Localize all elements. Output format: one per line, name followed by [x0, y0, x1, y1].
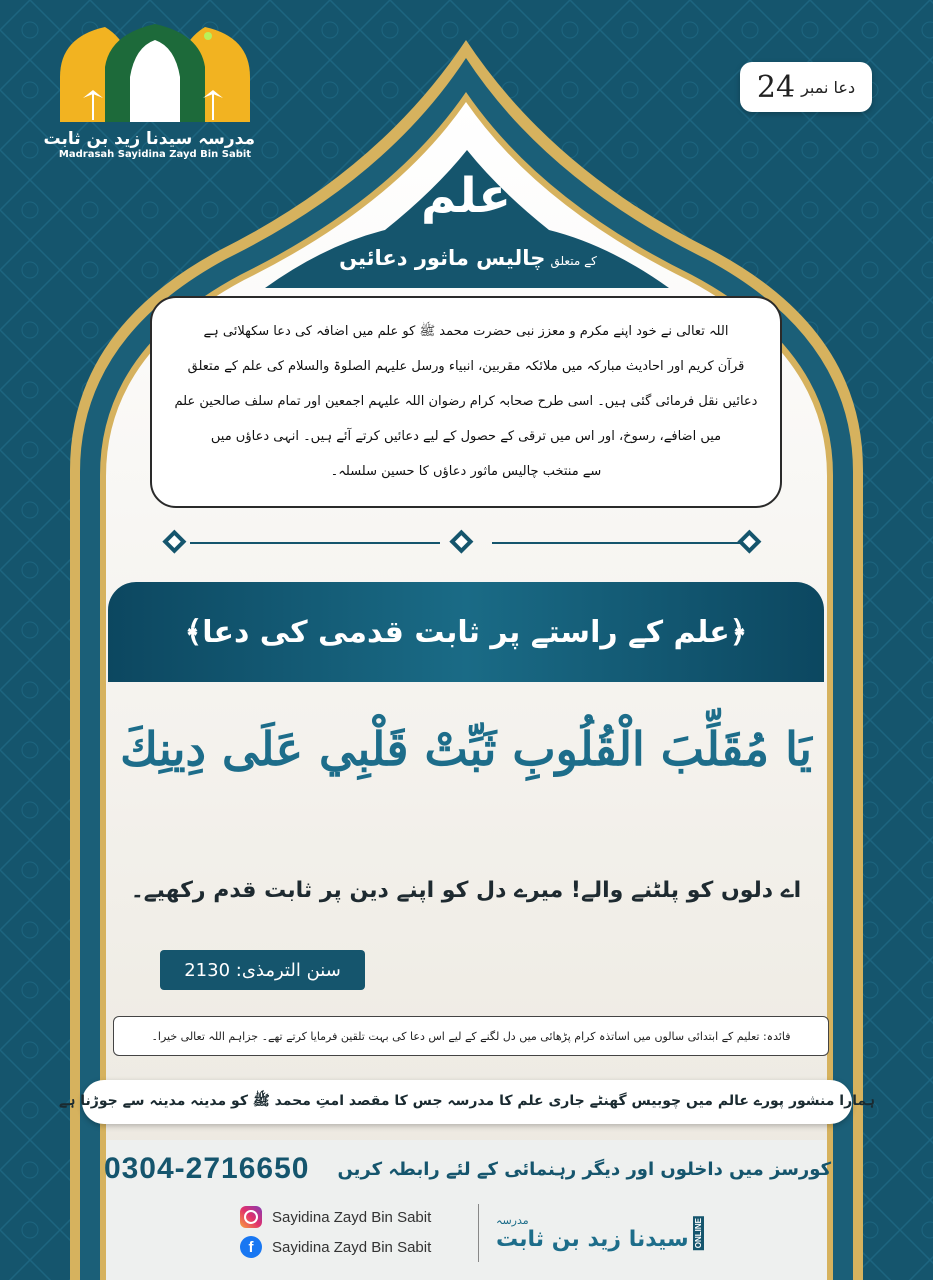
intro-line: قرآن کریم اور احادیث مبارکہ میں ملائکہ مقربین، انبیاء ورسل علیہم الصلوۃ والسلام کی علم کے متعلق [187, 359, 745, 374]
page-subtitle [266, 246, 670, 270]
reference-badge: سنن الترمذی: 2130 [160, 950, 365, 990]
dua-title: ﴿علم کے راستے پر ثابت قدمی کی دعا﴾ [184, 614, 748, 650]
dua-number-value: 24 [756, 69, 796, 105]
footer-logo-prefix: مدرسہ [496, 1214, 529, 1227]
ornament-divider [150, 526, 782, 560]
instagram-handle: Sayidina Zayd Bin Sabit [272, 1208, 432, 1226]
dua-title-banner [108, 582, 824, 682]
logo-name-english: Madrasah Sayidina Zayd Bin Sabit [58, 149, 252, 160]
footer-logo [496, 1200, 703, 1266]
dua-number-badge [740, 62, 872, 112]
phone-number[interactable]: 0304-2716650 [103, 1152, 310, 1185]
arabic-dua: يَا مُقَلِّبَ الْقُلُوبِ ثَبِّتْ قَلْبِي عَلَى دِينِكَ [120, 722, 812, 776]
instagram-icon [240, 1206, 262, 1228]
subtitle-text: چالیس ماثور دعائیں [339, 246, 546, 270]
facebook-handle: Sayidina Zayd Bin Sabit [272, 1238, 432, 1256]
footer-logo-text: سیدنا زید بن ثابت [496, 1227, 689, 1252]
logo-domes-icon [55, 22, 255, 122]
instagram-link[interactable] [240, 1202, 480, 1232]
intro-line: دعائیں نقل فرمائی گئی ہیں۔ اسی طرح صحابہ کرام رضوان اللہ علیہم اجمعین اور تمام سلف صالحین علم [174, 394, 758, 409]
intro-line: اللہ تعالی نے خود اپنے مکرم و معزز نبی حضرت محمد ﷺ کو علم میں اضافہ کی دعا سکھلائی ہے [203, 324, 729, 339]
contact-row [100, 1146, 835, 1192]
intro-line: سے منتخب چالیس ماثور دعاؤں کا حسین سلسلہ۔ [330, 464, 602, 479]
contact-label: کورسز میں داخلوں اور دیگر رہنمائی کے لئے رابطہ کریں [337, 1158, 832, 1180]
online-tag: ONLINE [693, 1217, 703, 1249]
manifesto-banner: ہمارا منشور پورے عالم میں چوبیس گھنٹے جاری علم کا مدرسہ جس کا مقصد امتِ محمد ﷺ کو مدینہ مدینہ سے جوڑنا ہے [82, 1080, 852, 1124]
logo [43, 22, 255, 162]
page-title: علم [420, 168, 512, 224]
social-links [240, 1202, 480, 1262]
dua-number-label: دعا نمبر [801, 77, 856, 97]
translation: اے دلوں کو پلٹنے والے! میرے دل کو اپنے دین پر ثابت قدم رکھیے۔ [130, 878, 802, 903]
facebook-icon: f [240, 1236, 262, 1258]
intro-box [150, 296, 782, 508]
subtitle-prefix: کے متعلق [550, 254, 597, 268]
facebook-link[interactable] [240, 1232, 480, 1262]
logo-name-urdu: مدرسہ سیدنا زید بن ثابت [43, 129, 255, 149]
intro-line: میں اضافے، رسوخ، اور اس میں ترقی کے حصول کے لیے دعائیں کرتے آئے ہیں۔ انہی دعاؤں میں [210, 429, 722, 444]
footer-divider [478, 1204, 479, 1262]
benefit-note: فائدہ: تعلیم کے ابتدائی سالوں میں اساتذہ کرام پڑھائی میں دل لگنے کے لیے اس دعا کی بہت تلقین فرمایا کرتے تھے۔ جزاہم اللہ تعالی خیرا۔ [113, 1016, 829, 1056]
